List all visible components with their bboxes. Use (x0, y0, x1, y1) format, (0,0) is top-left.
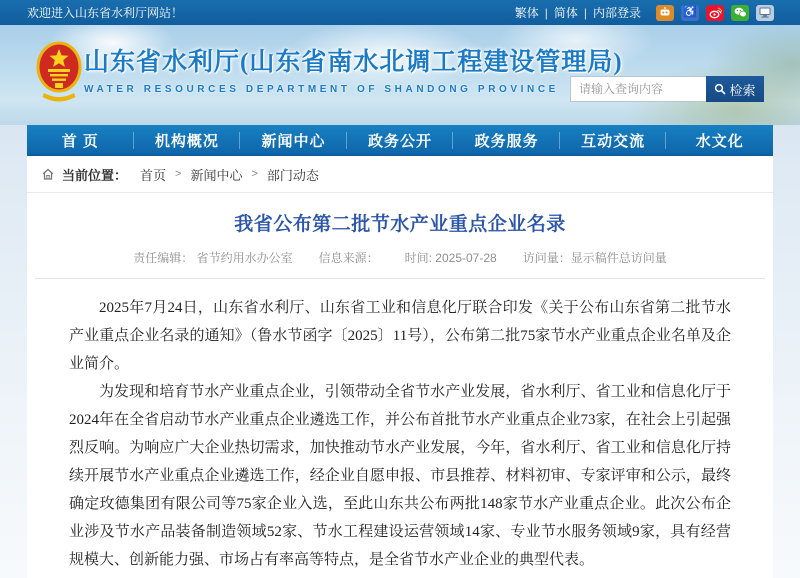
breadcrumb-news-center[interactable]: 新闻中心 (190, 167, 243, 183)
accessibility-icon[interactable]: ♿ (681, 5, 699, 21)
traditional-chinese-link[interactable]: 繁体 (514, 6, 539, 20)
robot-icon[interactable] (656, 5, 674, 21)
article-paragraph: 为发现和培育节水产业重点企业，引领带动全省节水产业发展，省水利厅、省工业和信息化厅于2024年在全省启动节水产业重点企业遴选工作，并公布首批节水产业重点企业73家，在社会上引起强烈反响。为响应广大企业热切需求，加快推动节水产业发展，今年，省水利厅、省工业和信息化厅持续开展节水产业重点企业遴选工作，经企业自愿申报、市县推荐、材料初审、专家评审和公示，最终确定玫德集团有限公司等75家企业入选，至此山东共公布两批148家节水产业重点企业。此次公布企业涉及节水产品装备制造领域52家、节水工程建设运营领域14家、专业节水服务领域9家，具有经营规模大、创新能力强、市场占有率高等特点，是全省节水产业企业的典型代表。 (69, 384, 731, 568)
site-subtitle-en: WATER RESOURCES DEPARTMENT OF SHANDONG PROVINCE (84, 84, 559, 95)
internal-login-link[interactable]: 内部登录 (592, 6, 641, 20)
top-bar (0, 0, 800, 25)
breadcrumb-label: 当前位置： (62, 167, 128, 183)
search-box (570, 76, 764, 102)
nav-item-interaction[interactable]: 互动交流 (560, 125, 667, 156)
search-icon (714, 83, 726, 95)
breadcrumb-dept-updates[interactable]: 部门动态 (266, 167, 319, 183)
meta-editor: 责任编辑： 省节约用水办公室 (133, 251, 293, 265)
search-button[interactable] (706, 76, 764, 102)
nav-item-gov-services[interactable]: 政务服务 (453, 125, 560, 156)
banner-titles (84, 42, 623, 95)
article-body (27, 279, 773, 574)
meta-time: 时间: 2025-07-28 (404, 251, 497, 265)
nav-item-water-culture[interactable]: 水文化 (695, 133, 744, 150)
site-title: 山东省水利厅(山东省南水北调工程建设管理局) (84, 49, 623, 76)
search-button-label: 检索 (729, 82, 756, 98)
link-separator: | (544, 5, 548, 20)
national-emblem-logo[interactable] (36, 41, 82, 103)
meta-source: 信息来源： (318, 251, 379, 265)
nav-item-about[interactable]: 机构概况 (134, 125, 241, 156)
computer-icon[interactable] (756, 5, 774, 21)
weibo-icon[interactable] (706, 5, 724, 21)
top-bar-links (515, 4, 641, 21)
simplified-chinese-link[interactable]: 简体 (553, 6, 578, 20)
header-banner (0, 25, 800, 125)
content-card (27, 156, 773, 578)
breadcrumb-separator: > (251, 168, 258, 180)
article-paragraph: 2025年7月24日，山东省水利厅、山东省工业和信息化厅联合印发《关于公布山东省第二批节水产业重点企业名录的通知》（鲁水节函字〔2025〕11号），公布第二批75家节水产业重点企业名单及企业简介。 (69, 300, 731, 372)
welcome-text: 欢迎进入山东省水利厅网站！ (27, 6, 184, 20)
breadcrumb-home[interactable]: 首页 (140, 167, 167, 183)
nav-item-home[interactable]: 首 页 (27, 125, 134, 156)
home-icon (41, 167, 55, 181)
top-bar-right (515, 4, 774, 21)
nav-item-news[interactable]: 新闻中心 (240, 125, 347, 156)
breadcrumb (27, 156, 773, 193)
link-separator: | (583, 5, 587, 20)
search-input[interactable] (570, 76, 706, 102)
breadcrumb-separator: > (175, 168, 182, 180)
article-title: 我省公布第二批节水产业重点企业名录 (234, 214, 566, 235)
main-nav (27, 125, 773, 156)
nav-item-gov-affairs[interactable]: 政务公开 (347, 125, 454, 156)
meta-views: 访问量：显示稿件总访问量 (522, 251, 667, 265)
article-meta (27, 249, 773, 266)
wechat-icon[interactable] (731, 5, 749, 21)
